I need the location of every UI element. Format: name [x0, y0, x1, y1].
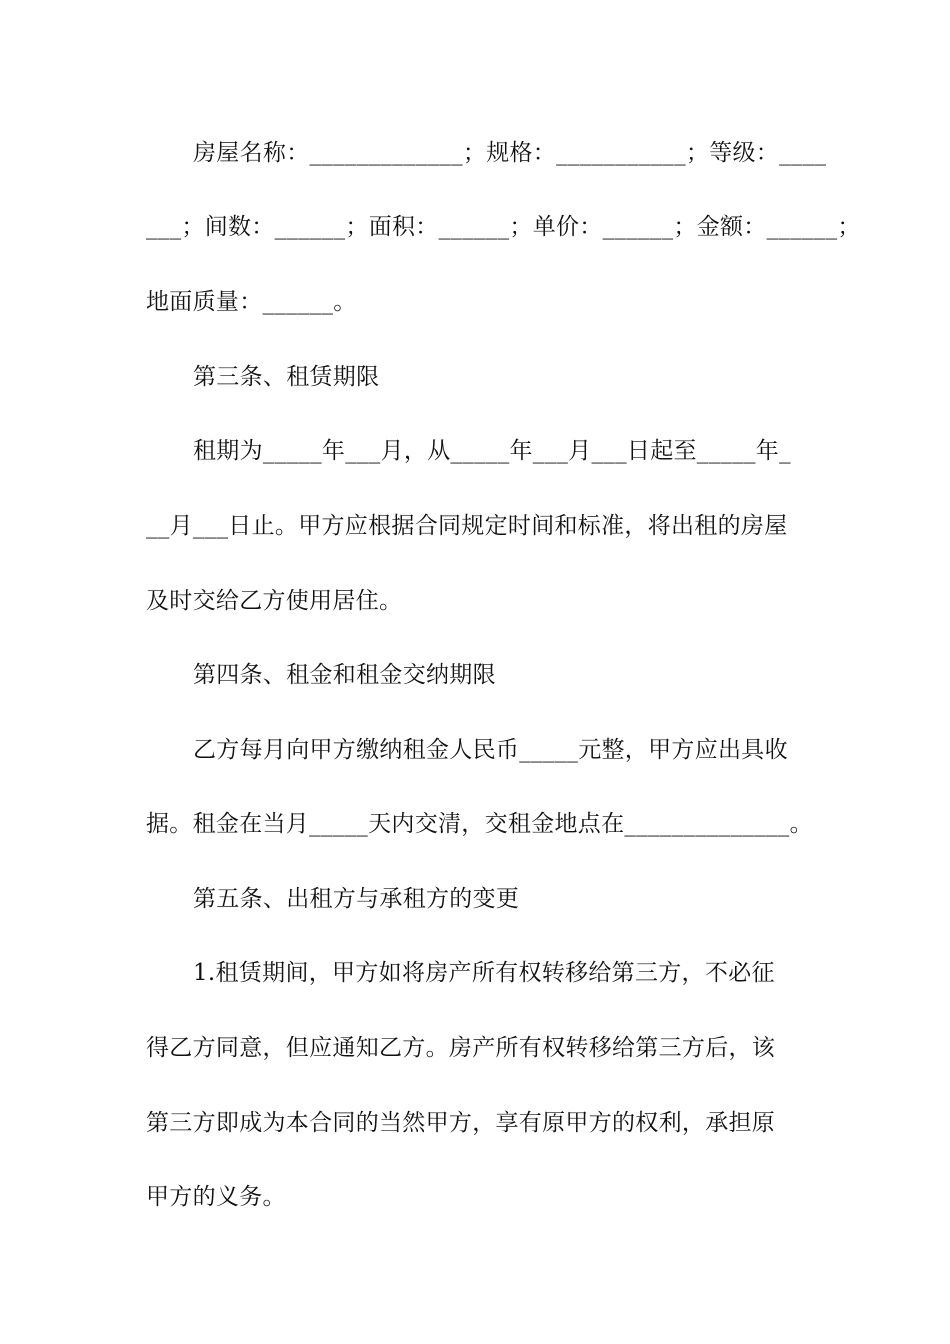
text-line-rent-amount: 乙方每月向甲方缴纳租金人民币_____元整，甲方应出具收	[193, 737, 788, 763]
text-line-rent-payment: 据。租金在当月_____天内交清，交租金地点在______________。	[146, 811, 813, 837]
text-line-house-info: 房屋名称：_____________；规格：___________；等级：____	[193, 140, 827, 166]
text-line-ownership-transfer-end: 甲方的义务。	[146, 1184, 286, 1210]
text-line-ownership-transfer: 1.租赁期间，甲方如将房产所有权转移给第三方，不必征	[193, 960, 775, 986]
text-line-floor-quality: 地面质量：______。	[146, 289, 357, 315]
text-line-ownership-transfer-cont2: 第三方即成为本合同的当然甲方，享有原甲方的权利，承担原	[146, 1110, 776, 1136]
section-heading-lease-term: 第三条、租赁期限	[193, 364, 380, 390]
section-heading-rent: 第四条、租金和租金交纳期限	[193, 662, 496, 688]
text-line-ownership-transfer-cont: 得乙方同意，但应通知乙方。房产所有权转移给第三方后，该	[146, 1035, 776, 1061]
text-line-house-details: ___；间数：______；面积：______；单价：______；金额：______；	[146, 214, 861, 240]
text-line-lease-period-end: 及时交给乙方使用居住。	[146, 588, 403, 614]
text-line-lease-period-cont: __月___日止。甲方应根据合同规定时间和标准，将出租的房屋	[146, 513, 788, 539]
text-line-lease-period: 租期为_____年___月，从_____年___月___日起至_____年_	[193, 438, 791, 464]
section-heading-party-change: 第五条、出租方与承租方的变更	[193, 886, 520, 912]
